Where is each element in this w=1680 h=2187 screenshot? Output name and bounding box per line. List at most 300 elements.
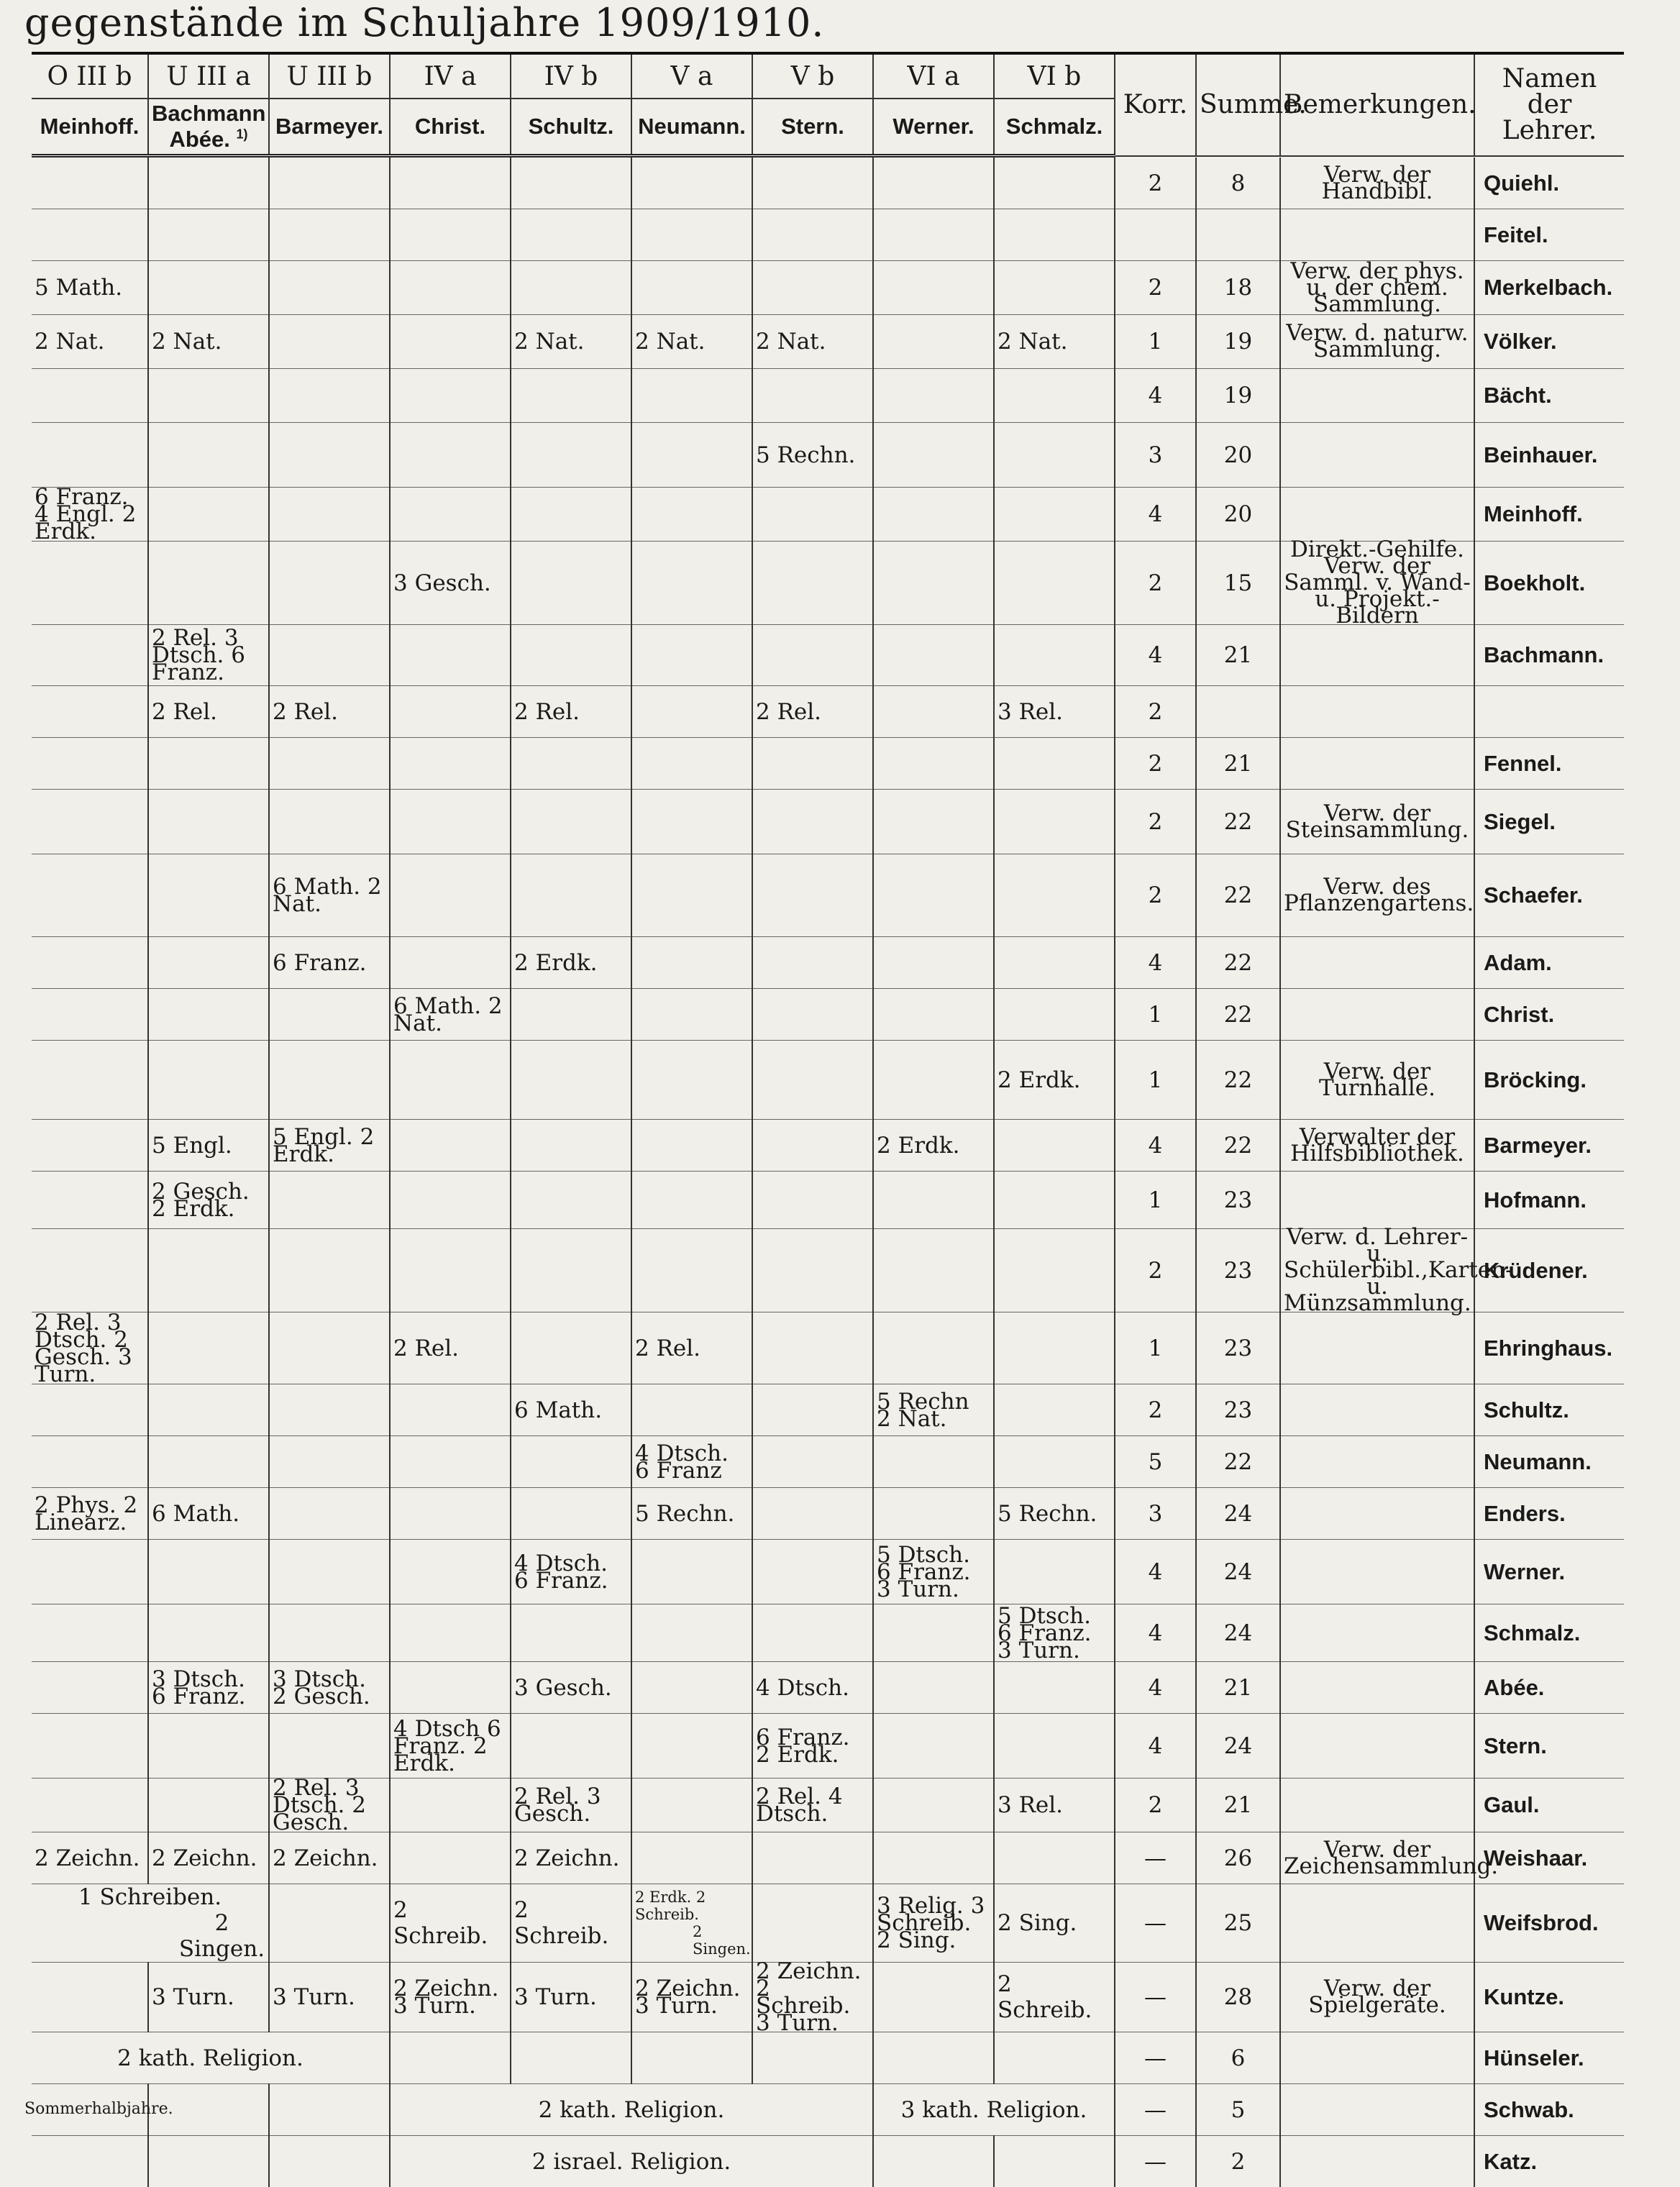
class-cell: 2 Rel. bbox=[148, 686, 269, 738]
korr-cell: 4 bbox=[1115, 1540, 1196, 1604]
class-cell: 2 Zeichn. bbox=[269, 1832, 390, 1884]
class-cell bbox=[511, 157, 631, 209]
class-cell bbox=[390, 423, 511, 488]
class-cell bbox=[631, 1229, 752, 1312]
class-cell bbox=[269, 1714, 390, 1779]
teacher-name: Bächt. bbox=[1474, 369, 1624, 423]
class-cell bbox=[994, 2032, 1115, 2084]
class-cell bbox=[32, 1436, 148, 1488]
class-cell bbox=[752, 1120, 873, 1172]
class-cell bbox=[390, 937, 511, 989]
span-text: 2 Singen. bbox=[635, 1923, 749, 1958]
korr-cell: — bbox=[1115, 2084, 1196, 2136]
class-cell bbox=[390, 315, 511, 369]
class-cell: 2 Schreib. bbox=[994, 1963, 1115, 2032]
teacher-name: Bachmann. bbox=[1474, 625, 1624, 686]
class-header: VI a bbox=[873, 53, 994, 99]
class-cell bbox=[752, 1312, 873, 1384]
class-cell: 2 Schreib. bbox=[390, 1884, 511, 1963]
class-cell bbox=[148, 738, 269, 790]
class-cell bbox=[32, 1172, 148, 1229]
teacher-name: Merkelbach. bbox=[1474, 261, 1624, 315]
class-teacher: Bachmann Abée. $^{1)}$ bbox=[148, 99, 269, 156]
class-cell bbox=[390, 1172, 511, 1229]
summe-cell: 23 bbox=[1196, 1229, 1280, 1312]
summe-cell: 22 bbox=[1196, 1120, 1280, 1172]
summe-cell: 21 bbox=[1196, 625, 1280, 686]
class-cell bbox=[752, 1436, 873, 1488]
class-cell bbox=[631, 261, 752, 315]
class-cell: 3 Relig. 3 Schreib. 2 Sing. bbox=[873, 1884, 994, 1963]
teacher-name: Barmeyer. bbox=[1474, 1120, 1624, 1172]
bemerkung-cell: Verwalter der Hilfsbibliothek. bbox=[1280, 1120, 1474, 1172]
class-teacher: Stern. bbox=[752, 99, 873, 156]
table-row bbox=[32, 686, 1624, 738]
class-cell bbox=[269, 369, 390, 423]
class-cell bbox=[511, 1436, 631, 1488]
class-cell bbox=[752, 1540, 873, 1604]
table-row bbox=[32, 1172, 1624, 1229]
summe-cell: 23 bbox=[1196, 1172, 1280, 1229]
class-cell: 3 Turn. bbox=[148, 1963, 269, 2032]
class-cell: 2 Schreib. bbox=[511, 1884, 631, 1963]
class-cell bbox=[32, 423, 148, 488]
class-cell bbox=[873, 209, 994, 261]
class-cell bbox=[148, 1714, 269, 1779]
class-cell bbox=[32, 542, 148, 625]
class-cell bbox=[631, 937, 752, 989]
summe-cell: 24 bbox=[1196, 1488, 1280, 1540]
class-cell: 5 Dtsch. 6 Franz. 3 Turn. bbox=[873, 1540, 994, 1604]
class-cell bbox=[994, 1384, 1115, 1436]
table-row bbox=[32, 1120, 1624, 1172]
class-cell bbox=[390, 2032, 511, 2084]
bemerkung-cell bbox=[1280, 1884, 1474, 1963]
table-row bbox=[32, 1662, 1624, 1714]
class-cell: 2 Nat. bbox=[994, 315, 1115, 369]
class-cell bbox=[873, 2136, 994, 2187]
summe-cell: 23 bbox=[1196, 1384, 1280, 1436]
class-cell: 5 Engl. bbox=[148, 1120, 269, 1172]
class-cell bbox=[390, 261, 511, 315]
class-cell bbox=[994, 625, 1115, 686]
class-cell bbox=[752, 854, 873, 937]
teacher-name: Abée. bbox=[1474, 1662, 1624, 1714]
class-cell bbox=[752, 261, 873, 315]
table-row bbox=[32, 2136, 1624, 2187]
table-row bbox=[32, 488, 1624, 542]
class-cell bbox=[269, 209, 390, 261]
table-row bbox=[32, 1604, 1624, 1662]
class-cell: 3 Turn. bbox=[511, 1963, 631, 2032]
class-cell: 4 Dtsch. 6 Franz bbox=[631, 1436, 752, 1488]
class-cell bbox=[390, 738, 511, 790]
class-cell bbox=[269, 790, 390, 854]
class-cell bbox=[994, 1229, 1115, 1312]
class-cell bbox=[148, 157, 269, 209]
class-cell bbox=[994, 423, 1115, 488]
summe-cell: 19 bbox=[1196, 369, 1280, 423]
class-cell bbox=[32, 625, 148, 686]
class-cell bbox=[873, 1832, 994, 1884]
class-cell bbox=[873, 989, 994, 1041]
korr-cell: 1 bbox=[1115, 1312, 1196, 1384]
summe-cell: 26 bbox=[1196, 1832, 1280, 1884]
bemerkung-cell: Verw. der Turnhalle. bbox=[1280, 1041, 1474, 1120]
class-cell bbox=[148, 854, 269, 937]
teacher-name: Weishaar. bbox=[1474, 1832, 1624, 1884]
class-cell: 2 Zeichn. bbox=[32, 1832, 148, 1884]
class-cell bbox=[752, 488, 873, 542]
class-cell bbox=[32, 1714, 148, 1779]
footer-note: Sommerhalbjahre. bbox=[24, 2100, 173, 2118]
class-cell bbox=[32, 1963, 148, 2032]
class-cell bbox=[873, 854, 994, 937]
class-cell bbox=[994, 738, 1115, 790]
class-cell bbox=[994, 1172, 1115, 1229]
class-cell: 2 Rel. 3 Gesch. bbox=[511, 1779, 631, 1832]
class-cell bbox=[148, 1041, 269, 1120]
class-cell: 3 Gesch. bbox=[390, 542, 511, 625]
class-cell bbox=[148, 1540, 269, 1604]
bemerkung-cell bbox=[1280, 1172, 1474, 1229]
teacher-name bbox=[1474, 686, 1624, 738]
korr-cell: 3 bbox=[1115, 1488, 1196, 1540]
class-cell bbox=[752, 209, 873, 261]
class-cell: 2 Rel. bbox=[631, 1312, 752, 1384]
class-cell bbox=[511, 1120, 631, 1172]
korr-cell: 2 bbox=[1115, 261, 1196, 315]
class-cell bbox=[994, 2136, 1115, 2187]
class-cell bbox=[390, 369, 511, 423]
class-cell bbox=[752, 1229, 873, 1312]
class-header: U III b bbox=[269, 53, 390, 99]
class-cell bbox=[873, 1714, 994, 1779]
bemerkung-cell bbox=[1280, 1436, 1474, 1488]
class-cell: 3 Rel. bbox=[994, 1779, 1115, 1832]
class-cell bbox=[269, 1884, 390, 1963]
namen-header: Namen der Lehrer. bbox=[1474, 53, 1624, 156]
class-cell bbox=[511, 423, 631, 488]
bemerkung-cell bbox=[1280, 1662, 1474, 1714]
bemerkung-cell bbox=[1280, 1488, 1474, 1540]
class-cell: 2 Zeichn. 3 Turn. bbox=[631, 1963, 752, 2032]
class-cell bbox=[32, 1229, 148, 1312]
korr-cell: 2 bbox=[1115, 854, 1196, 937]
korr-cell: 5 bbox=[1115, 1436, 1196, 1488]
class-cell bbox=[873, 1488, 994, 1540]
summe-cell: 8 bbox=[1196, 157, 1280, 209]
teacher-name: Bröcking. bbox=[1474, 1041, 1624, 1120]
class-cell bbox=[752, 1604, 873, 1662]
class-cell bbox=[269, 488, 390, 542]
bemerkung-cell bbox=[1280, 1779, 1474, 1832]
table-row bbox=[32, 2032, 1624, 2084]
class-cell bbox=[631, 625, 752, 686]
class-cell bbox=[148, 1384, 269, 1436]
class-cell bbox=[631, 542, 752, 625]
table-row bbox=[32, 1540, 1624, 1604]
teacher-name: Hofmann. bbox=[1474, 1172, 1624, 1229]
class-cell bbox=[994, 1436, 1115, 1488]
summe-cell: 25 bbox=[1196, 1884, 1280, 1963]
korr-cell: 2 bbox=[1115, 1229, 1196, 1312]
teacher-name: Ehringhaus. bbox=[1474, 1312, 1624, 1384]
class-cell bbox=[511, 261, 631, 315]
korr-cell: 2 bbox=[1115, 686, 1196, 738]
class-cell bbox=[994, 1714, 1115, 1779]
summe-cell: 21 bbox=[1196, 1662, 1280, 1714]
bemerkung-cell bbox=[1280, 686, 1474, 738]
class-cell bbox=[32, 738, 148, 790]
class-cell bbox=[873, 1604, 994, 1662]
teacher-allocation-table bbox=[32, 52, 1614, 2187]
class-cell bbox=[269, 1604, 390, 1662]
bemerkung-cell: Verw. d. Lehrer- u. Schülerbibl.,Karten- u. Münzsammlung. bbox=[1280, 1229, 1474, 1312]
class-cell: 5 Dtsch. 6 Franz. 3 Turn. bbox=[994, 1604, 1115, 1662]
summe-cell: 19 bbox=[1196, 315, 1280, 369]
class-cell bbox=[32, 989, 148, 1041]
class-cell bbox=[269, 542, 390, 625]
class-cell: 2 Rel. bbox=[511, 686, 631, 738]
class-cell bbox=[390, 209, 511, 261]
class-cell: 2 Gesch. 2 Erdk. bbox=[148, 1172, 269, 1229]
bemerkung-cell bbox=[1280, 2136, 1474, 2187]
table-row bbox=[32, 2084, 1624, 2136]
table-row bbox=[32, 1384, 1624, 1436]
class-cell bbox=[631, 1120, 752, 1172]
class-cell bbox=[631, 686, 752, 738]
korr-cell: 4 bbox=[1115, 1662, 1196, 1714]
korr-cell: — bbox=[1115, 2032, 1196, 2084]
class-cell bbox=[752, 1832, 873, 1884]
teacher-name: Siegel. bbox=[1474, 790, 1624, 854]
bemerkung-cell: Verw. der phys. u. der chem. Sammlung. bbox=[1280, 261, 1474, 315]
korr-cell: 2 bbox=[1115, 738, 1196, 790]
class-cell bbox=[511, 209, 631, 261]
korr-cell: 4 bbox=[1115, 1714, 1196, 1779]
teacher-name: Krüdener. bbox=[1474, 1229, 1624, 1312]
class-cell bbox=[631, 989, 752, 1041]
class-cell bbox=[269, 738, 390, 790]
class-cell bbox=[631, 157, 752, 209]
class-cell bbox=[994, 1662, 1115, 1714]
class-cell: 6 Math. 2 Nat. bbox=[390, 989, 511, 1041]
class-cell bbox=[32, 1540, 148, 1604]
class-cell bbox=[631, 1540, 752, 1604]
teacher-name: Katz. bbox=[1474, 2136, 1624, 2187]
bemerkung-cell bbox=[1280, 738, 1474, 790]
class-cell bbox=[873, 2032, 994, 2084]
class-cell bbox=[148, 937, 269, 989]
class-cell bbox=[148, 2136, 269, 2187]
table-row bbox=[32, 261, 1624, 315]
bemerkung-cell bbox=[1280, 989, 1474, 1041]
korr-cell: 4 bbox=[1115, 625, 1196, 686]
bemerkung-cell bbox=[1280, 2032, 1474, 2084]
table-row bbox=[32, 1312, 1624, 1384]
bemerkung-cell: Verw. der Steinsammlung. bbox=[1280, 790, 1474, 854]
class-cell bbox=[511, 1488, 631, 1540]
span-cell: 3 kath. Religion. bbox=[873, 2084, 1115, 2136]
class-cell bbox=[873, 1779, 994, 1832]
korr-cell: 2 bbox=[1115, 1779, 1196, 1832]
class-cell bbox=[631, 790, 752, 854]
class-cell bbox=[631, 738, 752, 790]
class-cell bbox=[32, 1779, 148, 1832]
teacher-name: Stern. bbox=[1474, 1714, 1624, 1779]
summe-cell: 15 bbox=[1196, 542, 1280, 625]
bemerkung-cell bbox=[1280, 2084, 1474, 2136]
span-text: 2 Singen. bbox=[35, 1910, 265, 1962]
korr-cell: 2 bbox=[1115, 157, 1196, 209]
summe-cell bbox=[1196, 209, 1280, 261]
teacher-name: Fennel. bbox=[1474, 738, 1624, 790]
class-cell bbox=[390, 625, 511, 686]
class-cell bbox=[269, 315, 390, 369]
summe-cell: 22 bbox=[1196, 790, 1280, 854]
class-cell bbox=[390, 1120, 511, 1172]
bemerkung-cell: Verw. der Spielgeräte. bbox=[1280, 1963, 1474, 2032]
class-teacher: Meinhoff. bbox=[32, 99, 148, 156]
class-cell: 2 Nat. bbox=[32, 315, 148, 369]
class-cell bbox=[752, 989, 873, 1041]
class-header: U III a bbox=[148, 53, 269, 99]
class-cell bbox=[873, 261, 994, 315]
class-cell bbox=[269, 1436, 390, 1488]
class-header: VI b bbox=[994, 53, 1115, 99]
table-row bbox=[32, 542, 1624, 625]
class-cell bbox=[511, 989, 631, 1041]
class-teacher: Schultz. bbox=[511, 99, 631, 156]
class-cell bbox=[873, 1172, 994, 1229]
class-cell bbox=[511, 625, 631, 686]
class-cell bbox=[631, 1384, 752, 1436]
class-cell bbox=[148, 209, 269, 261]
class-cell bbox=[148, 261, 269, 315]
korr-cell: 1 bbox=[1115, 989, 1196, 1041]
class-teacher: Werner. bbox=[873, 99, 994, 156]
class-cell bbox=[631, 1832, 752, 1884]
class-cell bbox=[32, 2136, 148, 2187]
class-cell bbox=[148, 1604, 269, 1662]
class-cell bbox=[269, 1488, 390, 1540]
class-cell bbox=[873, 157, 994, 209]
class-cell: 2 Rel. bbox=[269, 686, 390, 738]
bemerkung-cell: Verw. der Handbibl. bbox=[1280, 157, 1474, 209]
bemerkung-cell bbox=[1280, 369, 1474, 423]
class-cell bbox=[631, 1604, 752, 1662]
class-cell: 2 Rel. 3 Dtsch. 2 Gesch. 3 Turn. bbox=[32, 1312, 148, 1384]
bemerkung-cell bbox=[1280, 937, 1474, 989]
class-header: IV a bbox=[390, 53, 511, 99]
table-row bbox=[32, 1488, 1624, 1540]
class-cell bbox=[994, 1312, 1115, 1384]
class-cell bbox=[511, 2032, 631, 2084]
class-cell bbox=[752, 1384, 873, 1436]
bemerkung-cell bbox=[1280, 1384, 1474, 1436]
class-cell: 2 Rel. 3 Dtsch. 2 Gesch. bbox=[269, 1779, 390, 1832]
class-cell bbox=[994, 488, 1115, 542]
table-row bbox=[32, 1963, 1624, 2032]
class-cell bbox=[994, 989, 1115, 1041]
class-cell bbox=[269, 625, 390, 686]
korr-cell bbox=[1115, 209, 1196, 261]
class-cell bbox=[873, 315, 994, 369]
table-row bbox=[32, 1041, 1624, 1120]
class-cell bbox=[631, 1714, 752, 1779]
teacher-name: Beinhauer. bbox=[1474, 423, 1624, 488]
bemerkung-cell bbox=[1280, 423, 1474, 488]
class-cell bbox=[148, 790, 269, 854]
class-cell bbox=[32, 157, 148, 209]
class-cell bbox=[390, 1662, 511, 1714]
summe-cell: 24 bbox=[1196, 1714, 1280, 1779]
summe-cell: 22 bbox=[1196, 854, 1280, 937]
summe-cell: 23 bbox=[1196, 1312, 1280, 1384]
teacher-name: Kuntze. bbox=[1474, 1963, 1624, 2032]
class-cell bbox=[873, 790, 994, 854]
span-cell: 2 kath. Religion. bbox=[390, 2084, 873, 2136]
class-cell: 2 Zeichn. bbox=[148, 1832, 269, 1884]
table-row bbox=[32, 790, 1624, 854]
class-teacher: Barmeyer. bbox=[269, 99, 390, 156]
class-cell: 2 Erdk. bbox=[994, 1041, 1115, 1120]
class-cell bbox=[148, 1436, 269, 1488]
class-cell bbox=[873, 625, 994, 686]
korr-cell: 2 bbox=[1115, 542, 1196, 625]
class-cell bbox=[631, 2032, 752, 2084]
class-cell: 2 Rel. 3 Dtsch. 6 Franz. bbox=[148, 625, 269, 686]
teacher-name: Schultz. bbox=[1474, 1384, 1624, 1436]
class-cell bbox=[631, 1172, 752, 1229]
class-cell bbox=[32, 1120, 148, 1172]
class-cell: 6 Franz. 4 Engl. 2 Erdk. bbox=[32, 488, 148, 542]
class-cell bbox=[873, 1436, 994, 1488]
korr-cell: 4 bbox=[1115, 937, 1196, 989]
class-cell bbox=[390, 1436, 511, 1488]
class-cell: 3 Dtsch. 6 Franz. bbox=[148, 1662, 269, 1714]
table-row bbox=[32, 1229, 1624, 1312]
table-row bbox=[32, 738, 1624, 790]
class-cell bbox=[269, 261, 390, 315]
class-cell bbox=[390, 686, 511, 738]
class-cell bbox=[631, 209, 752, 261]
class-cell bbox=[32, 1041, 148, 1120]
teacher-name: Christ. bbox=[1474, 989, 1624, 1041]
class-cell: 2 Phys. 2 Linearz. bbox=[32, 1488, 148, 1540]
teacher-name: Adam. bbox=[1474, 937, 1624, 989]
summe-header: Summe. bbox=[1196, 53, 1280, 156]
class-cell bbox=[873, 423, 994, 488]
table-row bbox=[32, 423, 1624, 488]
class-cell: 2 Rel. 4 Dtsch. bbox=[752, 1779, 873, 1832]
korr-cell: 3 bbox=[1115, 423, 1196, 488]
span-cell: 2 kath. Religion. bbox=[32, 2032, 390, 2084]
bemerkung-cell bbox=[1280, 209, 1474, 261]
class-cell bbox=[269, 1041, 390, 1120]
class-cell bbox=[390, 1488, 511, 1540]
teacher-name: Feitel. bbox=[1474, 209, 1624, 261]
class-cell: 2 Erdk. bbox=[873, 1120, 994, 1172]
summe-cell: 24 bbox=[1196, 1604, 1280, 1662]
class-cell bbox=[752, 1884, 873, 1963]
span-cell: 2 israel. Religion. bbox=[390, 2136, 873, 2187]
class-cell bbox=[511, 738, 631, 790]
bemerkung-cell bbox=[1280, 1312, 1474, 1384]
class-cell bbox=[390, 1041, 511, 1120]
class-cell bbox=[873, 1662, 994, 1714]
